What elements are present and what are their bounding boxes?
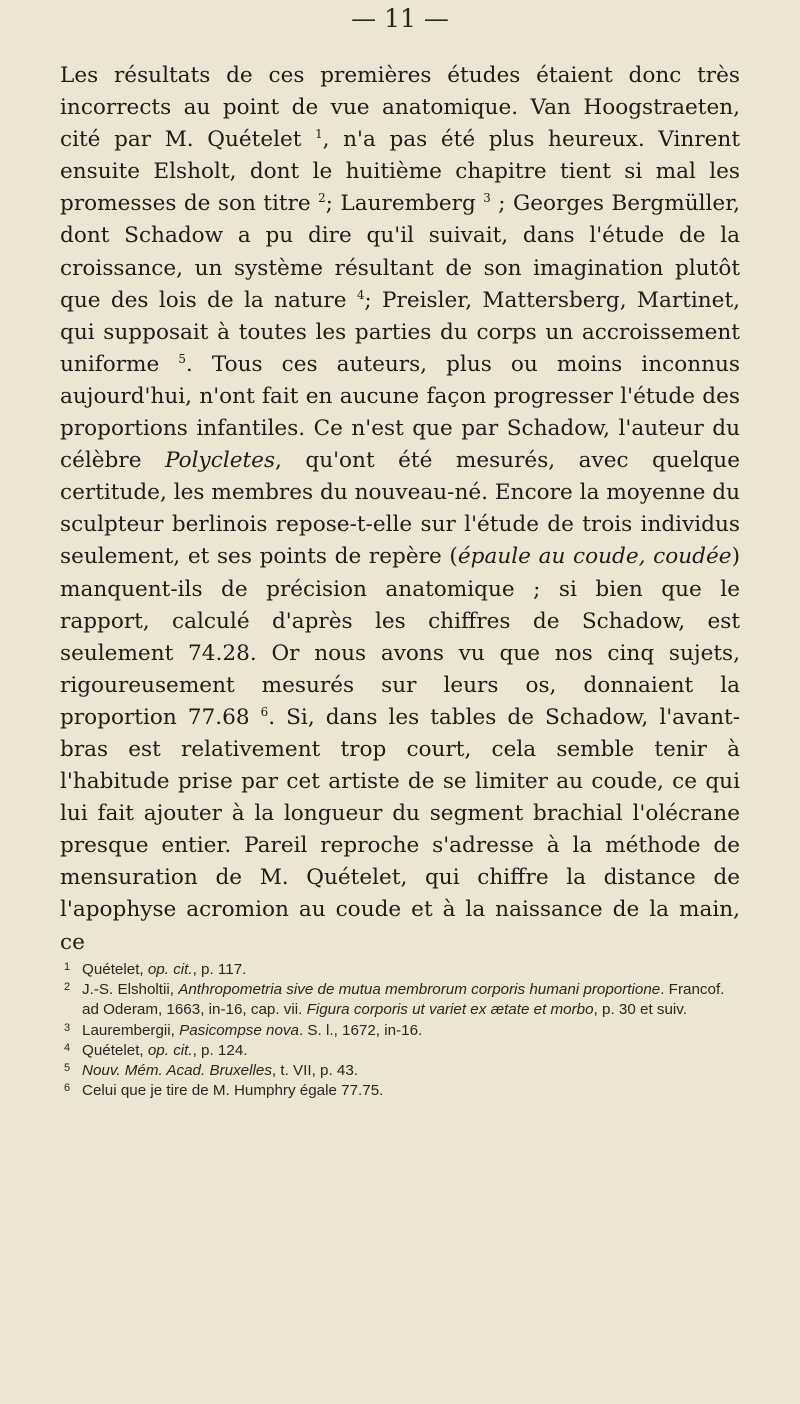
footnote-number: 3 <box>64 1021 71 1034</box>
footnote-text: J.-S. Elsholtii, <box>82 981 179 999</box>
footnote-number: 4 <box>64 1041 71 1054</box>
footnote-italic: Pasicompse nova <box>179 1021 299 1039</box>
footnote-italic: Nouv. Mém. Acad. Bruxelles <box>82 1062 272 1080</box>
footnote-ref: 3 <box>483 191 491 206</box>
page-number: — 11 — <box>351 4 449 33</box>
footnote-italic: Anthropometria sive de mutua membrorum corporis humani proportione <box>178 981 661 999</box>
footnote-italic: Figura corporis ut variet ex ætate et morbo <box>306 1001 594 1019</box>
footnote-text: , p. 117. <box>192 961 247 978</box>
footnote-text: Laurembergii, <box>82 1021 180 1039</box>
footnote-number: 2 <box>64 981 71 994</box>
footnote-number: 1 <box>64 961 71 973</box>
footnote <box>60 1061 740 1081</box>
italic-title: Polycletes <box>164 448 276 474</box>
main-paragraph <box>60 60 740 959</box>
text-run: , n'a pas été plus heureux. Vinrent ensuite Elsholt, dont le huitième chapitre tient si mal les promesses de son titre <box>60 127 741 217</box>
footnote-number: 5 <box>64 1062 71 1075</box>
text-run: , qu'ont été mesurés, avec quelque certitude, les membres du nouveau-né. Encore la moyenne du sculpteur berlinois repose-t-elle sur l'étude de trois individus seulement, et ses points de repère ( <box>60 448 740 570</box>
footnote-text: , t. VII, p. 43. <box>271 1062 359 1080</box>
body-text <box>60 60 740 959</box>
footnote <box>60 980 740 1020</box>
footnote-number: 6 <box>64 1082 71 1095</box>
footnote-ref: 4 <box>356 287 365 302</box>
text-run: ) manquent-ils de précision anatomique ; si bien que le rapport, calculé d'après les chiffres de Schadow, est seulement 74.28. Or nous avons vu que nos cinq sujets, rigoureusement mesurés sur leurs os, donnaient la proportion 77.68 <box>60 544 741 730</box>
footnote-text: Quételet, <box>82 961 148 978</box>
text-run: ; Georges Bergmüller, dont Schadow a pu dire qu'il suivait, dans l'étude de la croissance, un système résultant de son imagination plutôt que des lois de la nature <box>60 191 741 313</box>
text-run: Les résultats de ces premières études étaient donc très incorrects au point de vue anatomique. Van Hoogstraeten, cité par M. Quételet <box>60 63 740 153</box>
footnote-ref: 1 <box>315 127 323 141</box>
footnote-text: , p. 30 et suiv. <box>593 1001 687 1019</box>
footnote <box>60 960 740 980</box>
footnote <box>60 1041 740 1061</box>
text-run: . Si, dans les tables de Schadow, l'avant-bras est relativement trop court, cela semble tenir à l'habitude prise par cet artiste de se limiter au coude, ce qui lui fait ajouter à la longueur du segment brachial l'olécrane presque entier. Pareil reproche s'adresse à la méthode de mensuration de M. Quételet, qui chiffre la distance de l'apophyse acromion au coude et à la naissance de la main, ce <box>60 704 740 955</box>
footnote-ref: 6 <box>260 704 269 719</box>
text-run: ; Preisler, Mattersberg, Martinet, qui supposait à toutes les parties du corps un accroissement uniforme <box>60 287 740 377</box>
footnote-text: Quételet, <box>82 1041 148 1059</box>
footnote-italic: op. cit. <box>147 961 193 978</box>
footnote-italic: op. cit. <box>147 1041 193 1059</box>
footnote-text: , p. 124. <box>192 1041 248 1059</box>
italic-phrase: épaule au coude, coudée <box>457 544 732 570</box>
footnotes <box>60 960 740 1101</box>
text-run: ; Lauremberg <box>325 191 484 217</box>
footnote-text: Celui que je tire de M. Humphry égale 77.75. <box>82 1082 384 1100</box>
text-run: . Tous ces auteurs, plus ou moins inconnus aujourd'hui, n'ont fait en aucune façon progresser l'étude des proportions infantiles. Ce n'est que par Schadow, l'auteur du célèbre <box>60 351 740 474</box>
footnote-text: . S. l., 1672, in-16. <box>298 1021 423 1039</box>
footnote-ref: 2 <box>318 191 326 206</box>
footnote <box>60 1021 740 1041</box>
footnote <box>60 1081 740 1101</box>
footnote-text: . Francof. ad Oderam, 1663, in-16, cap. vii. <box>82 981 725 1019</box>
footnote-ref: 5 <box>178 351 186 366</box>
